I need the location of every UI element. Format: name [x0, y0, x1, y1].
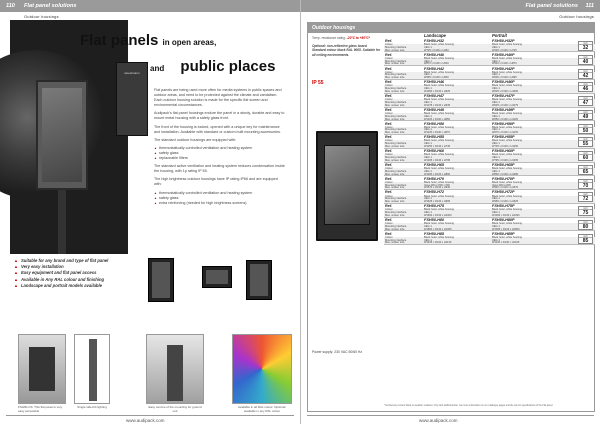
list-item: ▲ safety glass — [154, 196, 286, 201]
size-unit: inch — [579, 166, 592, 169]
landscape-spec: Black hotel, white housing UEG 1 W1915 x D130 x H1130 — [424, 235, 454, 245]
size-value: 85 — [582, 237, 589, 244]
standard-intro: The standard outdoor housings are equipped with: — [154, 137, 237, 142]
mount-thumb-portrait — [148, 258, 174, 302]
size-unit: inch — [579, 70, 592, 73]
portrait-ref: FSH50-H60P — [492, 149, 515, 154]
list-item: ▲ thermostatically controlled ventilation and heating system — [154, 191, 286, 196]
landscape-ref: FSH50-H60 — [424, 149, 445, 154]
spec-labels: Colour Mounting interface Max. screen size — [385, 139, 407, 149]
spec-labels: Colour Mounting interface Max. screen size — [385, 235, 407, 245]
spec-labels: Colour Mounting interface Max. screen size — [385, 98, 407, 107]
hero-image — [10, 20, 128, 254]
ref-label: Ref. — [385, 39, 393, 43]
product-table — [384, 33, 595, 245]
ad-label: woestmann — [124, 71, 140, 75]
landscape-ref: FSH50-H85 — [424, 231, 445, 236]
spec-block — [384, 85, 595, 93]
landscape-ref: FSH50-H50 — [424, 121, 445, 126]
hero-ad-panel — [116, 62, 148, 136]
spec-block — [384, 154, 595, 162]
side-notes — [312, 36, 382, 57]
ref-label: Ref. — [385, 80, 393, 85]
spec-labels: Colour Mounting interface Max. screen size — [385, 166, 407, 176]
size-unit: inch — [579, 207, 592, 210]
size-value: 65 — [582, 168, 589, 175]
spec-labels: Colour Mounting interface Max. screen size — [385, 222, 407, 231]
ref-label: Ref. — [385, 107, 393, 112]
col-portrait: Portrait — [492, 33, 507, 38]
table-row — [384, 204, 595, 218]
right-page-number: 111 — [585, 3, 594, 9]
page-title-line1 — [80, 32, 216, 49]
size-value: 72 — [582, 196, 589, 203]
intro-paragraph: Flat panels are being used more often for media systems in public spaces and outdoor areas, and need to be protected against the climate and vandalism. Each outdoor housing solution is made for the specific flat screen and environmental circumstances. — [154, 88, 282, 108]
table-row — [384, 108, 595, 122]
size-value: 70 — [582, 182, 589, 189]
portrait-spec: Black hotel, white housing UEG 1 W625 x D130 x H1060 — [492, 84, 522, 93]
ref-label: Ref. — [385, 190, 393, 195]
high-intro: The high brightness outdoor housings have IP rating IP66 and are equipped with: — [154, 177, 278, 187]
size-badge — [578, 165, 593, 175]
spec-block — [384, 99, 595, 107]
spec-labels: Colour Mounting interface Max. screen size — [385, 180, 407, 190]
landscape-ref: FSH50-H65 — [424, 162, 445, 167]
landscape-spec: Black hotel, white housing UEG 1 W995 x D130 x H600 — [424, 70, 454, 80]
size-badge — [578, 192, 593, 202]
title-in-open-areas: in open areas, — [162, 38, 217, 47]
spec-labels: Colour Mounting interface Max. screen size — [385, 84, 407, 93]
portrait-spec: Black hotel, white housing UEG 1 W430 x D130 x H725 — [492, 43, 522, 52]
list-item: ▲ replaceable filters — [154, 156, 286, 161]
spec-labels: Colour Mounting interface Max. screen size — [385, 194, 407, 204]
spec-labels: Colour Mounting interface Max. screen size — [385, 111, 407, 121]
ref-label: Ref. — [385, 217, 393, 222]
list-item: ▲ extra reinforcing (needed for high brightness screens) — [154, 201, 286, 206]
table-row — [384, 67, 595, 81]
portrait-ref: FSH50-H65P — [492, 162, 515, 167]
title-flat-panels: Flat panels — [80, 32, 159, 49]
spec-block — [384, 209, 595, 217]
temp-rating — [312, 36, 382, 40]
caption-1: FSH50-CS: This flat panel is very easy accessible — [18, 405, 63, 413]
table-row — [384, 163, 595, 177]
portrait-spec: Black hotel, white housing UEG 1 W1065 x D130 x H1800 — [492, 222, 522, 231]
feature-item: ▲ Landscape and portrait models available — [14, 283, 108, 289]
table-row — [384, 232, 595, 246]
page-title-line2 — [150, 58, 275, 75]
col-landscape: Landscape — [424, 33, 446, 38]
size-unit: inch — [579, 235, 592, 238]
portrait-ref: FSH50-H80P — [492, 217, 515, 222]
size-unit: inch — [579, 83, 592, 86]
ref-label: Ref. — [385, 162, 393, 167]
landscape-spec: Black hotel, white housing UEG 1 W1480 x D130 x H860 — [424, 166, 454, 176]
size-unit: inch — [579, 111, 592, 114]
spec-labels: Colour Mounting interface Max. screen size — [385, 125, 407, 135]
size-unit: inch — [579, 221, 592, 224]
left-section-title: Flat panel solutions — [24, 3, 77, 9]
intro-text — [154, 88, 286, 209]
size-value: 55 — [582, 141, 589, 148]
power-supply-note: Power supply: 230 VAC 50/60 Hz — [312, 350, 363, 354]
portrait-spec: Black hotel, white housing UEG 1 W860 x D130 x H1480 — [492, 166, 522, 176]
landscape-spec: Black hotel, white housing UEG 1 W1075 x D130 x H635 — [424, 98, 454, 107]
size-badge — [578, 41, 593, 51]
size-value: 42 — [582, 72, 589, 79]
spec-labels: Colour Mounting interface Max. screen size — [385, 56, 407, 66]
product-sheet — [307, 22, 595, 412]
table-row — [384, 94, 595, 108]
temp-label: Temp. resistance rating: — [312, 36, 346, 40]
left-footer-url[interactable]: www.audipack.com — [126, 418, 165, 423]
sheet-title: Outdoor housings — [312, 25, 356, 31]
ref-label: Ref. — [385, 121, 393, 126]
ref-label: Ref. — [385, 176, 393, 181]
feature-item: ▲ Easy equipment and flat panel access — [14, 270, 108, 276]
portrait-ref: FSH50-H75P — [492, 204, 515, 209]
landscape-spec: Black hotel, white housing Vesa 400 to 800 x 600 W1570 x D130 x H940 — [424, 180, 454, 190]
intro-paragraph: Audipack's flat panel housings endure the panel in a sturdy, durable and easy to mount metal housing with a safety glass front. — [154, 111, 285, 121]
ref-label: Ref. — [385, 66, 393, 71]
portrait-spec: Black hotel, white housing UEG 1 W1000 x D130 x H1690 — [492, 208, 522, 217]
ref-label: Ref. — [385, 94, 393, 99]
size-unit: inch — [579, 152, 592, 155]
portrait-spec: Black hotel, white housing UEG 1 W540 x D130 x H870 — [492, 56, 522, 66]
portrait-spec: Black hotel, white housing Vesa 400 to 800 W940 x D130 x H1570 — [492, 180, 522, 190]
spec-block — [384, 140, 595, 148]
photo-ground-unit — [146, 334, 204, 404]
spec-block — [384, 223, 595, 231]
size-badge — [578, 110, 593, 120]
size-value: 32 — [582, 45, 589, 51]
portrait-spec: Black hotel, white housing UEG 1 W635 x D130 x H1075 — [492, 98, 522, 107]
portrait-ref: FSH50-H85P — [492, 231, 515, 236]
table-row — [384, 53, 595, 67]
size-unit: inch — [579, 180, 592, 183]
landscape-ref: FSH50-H32 — [424, 39, 445, 43]
table-row — [384, 218, 595, 232]
landscape-spec: Black hotel, white housing UEG 1 W725 x D130 x H430 — [424, 43, 454, 52]
photo-ral-colours — [232, 334, 292, 404]
hero-panel-image — [36, 80, 88, 190]
feature-item: ▲ Available in Any RAL colour and finishing — [14, 277, 108, 283]
landscape-ref: FSH50-H55 — [424, 135, 445, 140]
spec-block — [384, 113, 595, 121]
size-unit: inch — [579, 125, 592, 128]
size-value: 49 — [582, 113, 589, 120]
landscape-spec: Black hotel, white housing UEG 1 W870 x D130 x H540 — [424, 56, 454, 66]
landscape-ref: FSH50-H40 — [424, 52, 445, 57]
size-badge — [578, 124, 593, 134]
landscape-ref: FSH50-H70 — [424, 176, 445, 181]
size-badge — [578, 179, 593, 189]
right-page — [300, 0, 600, 424]
portrait-ref: FSH50-H47P — [492, 94, 515, 99]
feature-item: ▲ Very easy installation — [14, 264, 108, 270]
caption-4: Available in all RAL colour. Optional: available in any RAL colour — [237, 405, 287, 413]
ref-label: Ref. — [385, 231, 393, 236]
options-note: Optional: non-reflective glass board. Standard colour black RAL 9005. Suitable for all ceiling environments. — [312, 44, 381, 57]
portrait-spec: Black hotel, white housing UEG 1 W735 x D130 x H1250 — [492, 139, 522, 149]
portrait-ref: FSH50-H72P — [492, 190, 515, 195]
landscape-spec: Black hotel, white housing UEG 1 W1250 x D130 x H735 — [424, 139, 454, 149]
right-topbar — [301, 0, 600, 12]
ref-label: Ref. — [385, 204, 393, 209]
size-badge — [578, 220, 593, 230]
portrait-spec: Black hotel, white housing UEG 1 W600 x D130 x H995 — [492, 70, 522, 80]
landscape-ref: FSH50-H75 — [424, 204, 445, 209]
housing-product-image — [316, 131, 378, 241]
landscape-spec: Black hotel, white housing UEG 1 W1060 x D130 x H625 — [424, 84, 454, 93]
list-item: ▲ safety glass — [154, 151, 286, 156]
portrait-spec: Black hotel, white housing UEG 1 W795 x D130 x H1365 — [492, 153, 522, 162]
landscape-ref: FSH50-H42 — [424, 66, 445, 71]
hero-pole — [58, 190, 66, 254]
size-value: 75 — [582, 210, 589, 217]
caption-3: Easy service of the mounting for ground unit — [148, 405, 202, 413]
portrait-ref: FSH50-H70P — [492, 176, 515, 181]
landscape-spec: Black hotel, white housing UEG 1 W1365 x D130 x H795 — [424, 153, 454, 162]
portrait-ref: FSH50-H46P — [492, 80, 515, 85]
size-value: 50 — [582, 127, 589, 134]
title-and: and — [150, 64, 165, 73]
size-badge — [578, 69, 593, 79]
table-row — [384, 135, 595, 149]
size-badge — [578, 151, 593, 161]
size-unit: inch — [579, 138, 592, 141]
size-badge — [578, 96, 593, 106]
landscape-spec: Black hotel, white housing UEG 1 W1105 x D130 x H650 — [424, 111, 454, 121]
high-list — [154, 191, 286, 206]
size-badge — [578, 55, 593, 65]
landscape-spec: Black hotel, white housing UEG 1 W1135 x D130 x H670 — [424, 125, 454, 135]
spec-block — [384, 44, 595, 52]
right-footer-url[interactable]: www.audipack.com — [419, 418, 458, 423]
landscape-spec: Black hotel, white housing UEG 1 W1690 x D130 x H1000 — [424, 208, 454, 217]
caption-2: Single sided lit lighting — [77, 405, 107, 409]
spec-labels: Colour Mounting interface Max. screen size — [385, 70, 407, 80]
ref-label: Ref. — [385, 52, 393, 57]
mid-paragraph: The standard active ventilation and heating system reduces condensation inside the housing, with 1p rating IP 55. — [154, 164, 285, 174]
size-unit: inch — [579, 42, 592, 45]
table-row — [384, 149, 595, 163]
right-section-title: Flat panel solutions — [525, 3, 578, 9]
landscape-ref: FSH50-H80 — [424, 217, 445, 222]
spec-block — [384, 58, 595, 66]
size-unit: inch — [579, 97, 592, 100]
table-row — [384, 39, 595, 53]
spec-block — [384, 72, 595, 80]
spec-block — [384, 237, 595, 245]
mount-thumb-stand — [246, 260, 272, 300]
spec-block — [384, 127, 595, 135]
right-subsection: Outdoor housings — [559, 14, 594, 19]
portrait-spec: Black hotel, white housing UEG 1 W650 x D130 x H1105 — [492, 111, 522, 121]
landscape-ref: FSH50-H72 — [424, 190, 445, 195]
photo-single-sided — [74, 334, 110, 404]
size-badge — [578, 137, 593, 147]
list-item: ▲ thermostatically controlled ventilation and heating system — [154, 146, 286, 151]
spec-block — [384, 196, 595, 204]
photo-wall-mount — [18, 334, 66, 404]
portrait-spec: Black hotel, white housing UEG 1 W965 x D130 x H1625 — [492, 194, 522, 204]
standard-list — [154, 146, 286, 161]
size-value: 40 — [582, 58, 589, 65]
landscape-ref: FSH50-H47 — [424, 94, 445, 99]
spec-labels: Colour Mounting interface Max. screen size — [385, 153, 407, 162]
mount-thumb-landscape — [202, 266, 232, 288]
portrait-ref: FSH50-H49P — [492, 107, 515, 112]
intro-paragraph: The front of the housing is locked, opened with a unique key for maintenance and installation. Available with standard or custom built mounting accessories. — [154, 124, 282, 134]
left-page-number: 110 — [6, 3, 15, 9]
ref-label: Ref. — [385, 149, 393, 154]
size-unit: inch — [579, 56, 592, 59]
feature-item: ▲ Suitable for any brand and type of flat panel — [14, 258, 108, 264]
size-badge — [578, 234, 593, 244]
left-topbar — [0, 0, 300, 12]
landscape-spec: Black hotel, white housing UEG 1 W1800 x D130 x H1065 — [424, 222, 454, 231]
temp-value: -20°C to +50°C* — [346, 36, 370, 40]
size-badge — [578, 206, 593, 216]
landscape-ref: FSH50-H49 — [424, 107, 445, 112]
size-value: 47 — [582, 100, 589, 107]
portrait-ref: FSH50-H50P — [492, 121, 515, 126]
landscape-ref: FSH50-H46 — [424, 80, 445, 85]
portrait-spec: Black hotel, white housing UEG 1 W670 x D130 x H1135 — [492, 125, 522, 135]
portrait-spec: Black hotel, white housing UEG 1 W1130 x D130 x H1915 — [492, 235, 522, 245]
landscape-spec: Black hotel, white housing UEG 1 W1625 x D130 x H965 — [424, 194, 454, 204]
size-unit: inch — [579, 193, 592, 196]
table-row — [384, 177, 595, 191]
portrait-ref: FSH50-H42P — [492, 66, 515, 71]
table-row — [384, 122, 595, 136]
ip-rating-badge: IP 55 — [312, 80, 324, 86]
spec-block — [384, 168, 595, 176]
sheet-header — [308, 23, 594, 33]
portrait-ref: FSH50-H32P — [492, 39, 515, 43]
ref-label: Ref. — [385, 135, 393, 140]
portrait-ref: FSH50-H55P — [492, 135, 515, 140]
size-value: 46 — [582, 86, 589, 93]
footnote: * Exclusively content black on weather resistant. Only with additional kits. Get more information on our catalogue pages and the site for specifications of the Flat panel. — [384, 405, 554, 407]
size-value: 80 — [582, 223, 589, 230]
table-row — [384, 190, 595, 204]
left-subsection: Outdoor housings — [24, 14, 59, 19]
spec-block — [384, 182, 595, 190]
size-value: 60 — [582, 155, 589, 162]
spec-labels: Colour Mounting interface Max. screen size — [385, 43, 407, 52]
spec-labels: Colour Mounting interface Max. screen size — [385, 208, 407, 217]
feature-list — [14, 258, 108, 289]
size-badge — [578, 82, 593, 92]
title-public-places: public places — [180, 58, 276, 75]
portrait-ref: FSH50-H40P — [492, 52, 515, 57]
table-row — [384, 80, 595, 94]
